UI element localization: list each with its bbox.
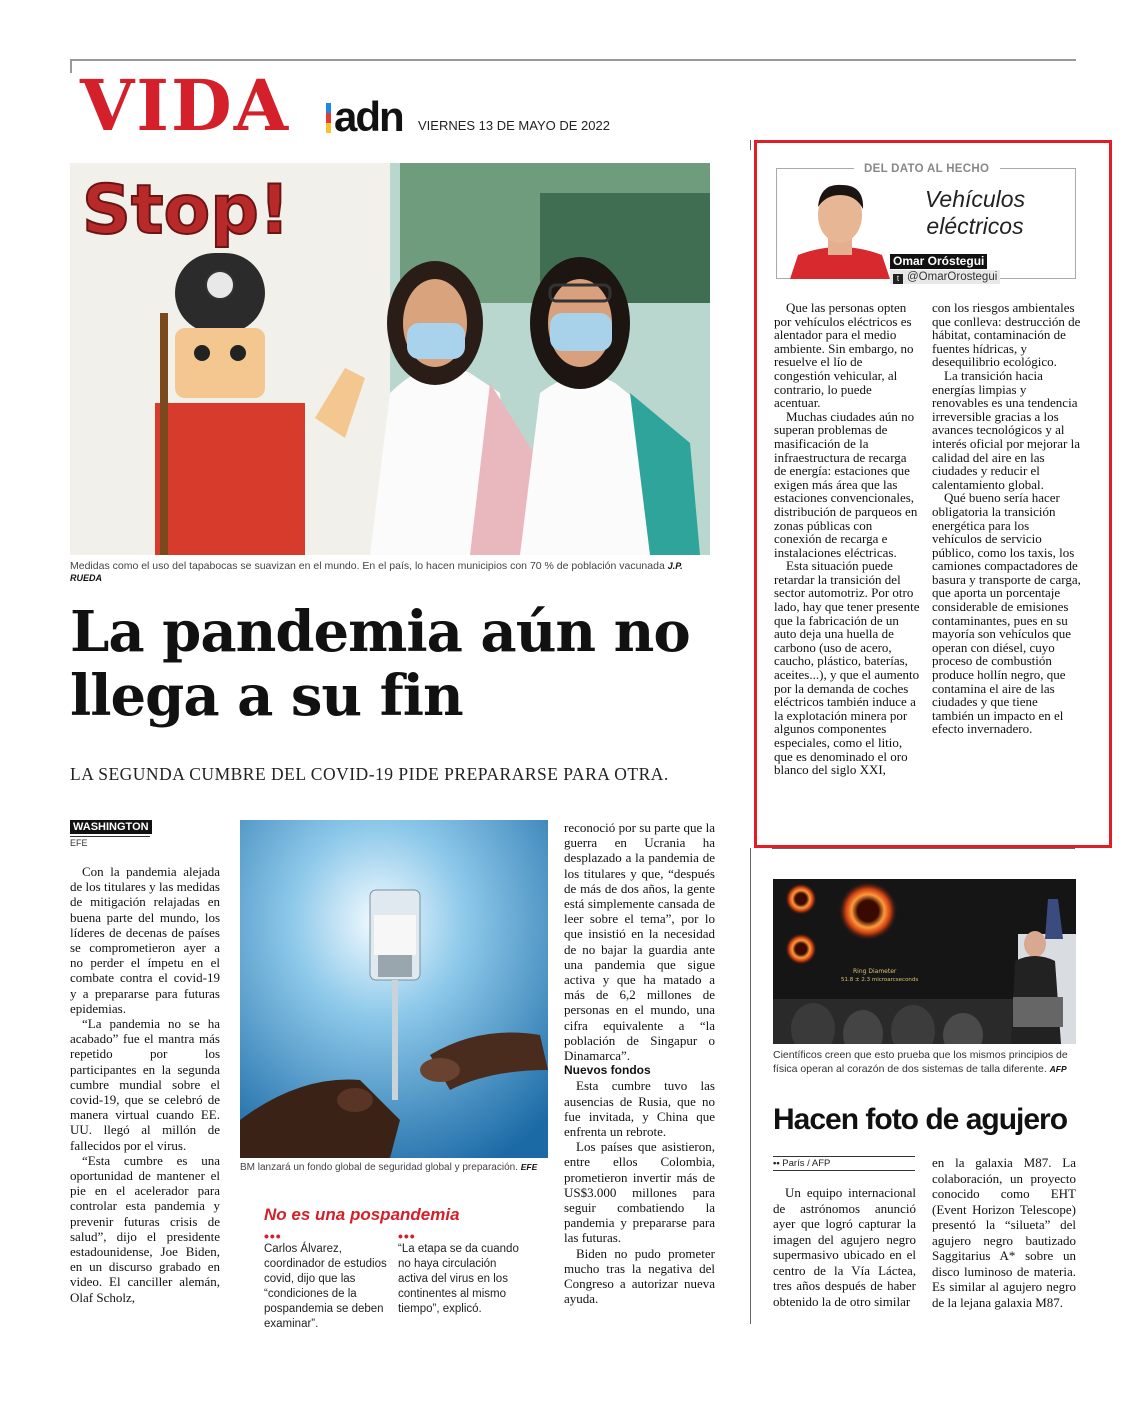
paragraph: “La pandemia no se ha acabado” fue el mantra más repetido por los participantes en la segunda cumbre mundial sobre el covid-19, que se celebró de manera virtual cuando EE. UU. llegó al millón de fallecidos por el virus.	[70, 1016, 220, 1153]
logo-color-bar	[326, 103, 331, 133]
opinion-title: Vehículos eléctricos	[924, 186, 1026, 239]
section-subhead: Nuevos fondos	[564, 1063, 651, 1078]
caption-text: Medidas como el uso del tapabocas se suavizan en el mundo. En el país, lo hacen municipios con 70 % de población vacunada	[70, 560, 665, 572]
black-hole-dateline	[773, 1156, 915, 1171]
quote-2	[398, 1228, 523, 1317]
top-rule-tick	[70, 59, 72, 73]
black-hole-headline: Hacen foto de agujero	[773, 1103, 1068, 1136]
screen-title: Ring Diameter	[853, 968, 897, 975]
article-headline: La pandemia aún no llega a su fin	[70, 599, 690, 729]
caption-text: BM lanzará un fondo global de seguridad global y preparación.	[240, 1162, 518, 1173]
paragraph: en la galaxia M87. La colaboración, un proyecto conocido como EHT (Event Horizon Telescope) presentó la “silueta” del agujero negro bautizado Saggitarius A* sobre un disco luminoso de materia. Es similar al agujero negro de la lejana galaxia M87.	[932, 1155, 1076, 1310]
paragraph: Que las personas opten por vehículos eléctricos es alentador para el medio ambiente. Sin embargo, no resuelve el lío de congestión vehicular, al contrario, lo puede acentuar.	[774, 300, 914, 411]
vaccine-photo	[240, 820, 548, 1158]
dateline-dots: ••	[773, 1158, 780, 1169]
column-divider	[750, 848, 751, 1324]
section-title: VIDA	[80, 64, 291, 147]
paragraph: Qué bueno sería hacer obligatoria la transición energética para los vehículos de servicio público, como los taxis, los camiones compactadores de basura y transporte de carga, que aporta un porcentaje considerable de emisiones contaminantes, pues en su mayoría son vehículos que operan con diésel, cuyo proceso de combustión produce hollín negro, que contamina el aire de las ciudades y que tiene también un impacto en el efecto invernadero.	[932, 490, 1081, 737]
quote-1	[264, 1228, 389, 1332]
handle-text: @OmarOrostegui	[907, 271, 998, 283]
black-hole-column-1	[773, 1185, 916, 1309]
quote-text: Carlos Álvarez, coordinador de estudios covid, dijo que las “condiciones de la pospandemia se deben examinar”.	[264, 1243, 387, 1330]
author-portrait	[790, 177, 890, 279]
article-subhead: LA SEGUNDA CUMBRE DEL COVID-19 PIDE PREPARARSE PARA OTRA.	[70, 764, 669, 784]
column-divider	[750, 140, 751, 150]
paragraph: Los países que asistieron, entre ellos Colombia, prometieron invertir más de US$3.000 millones para seguir combatiendo la pandemia y prepararse para las futuras.	[564, 1139, 715, 1246]
photo-credit: J.P. RUEDA	[70, 561, 683, 583]
twitter-icon: t	[893, 274, 903, 284]
dateline-text: París / AFP	[782, 1158, 831, 1169]
opinion-author: Omar Oróstegui	[890, 254, 987, 269]
paragraph: Un equipo internacional de astrónomos anunció ayer que logró capturar la imagen del agujero negro supermasivo ubicado en el centro de la Vía Láctea, tres años después de haber obtenido la de otro similar	[773, 1185, 916, 1309]
section-rule	[772, 848, 1075, 849]
article-column-3	[564, 820, 715, 1307]
article-column-1	[70, 864, 220, 1305]
issue-date: VIERNES 13 DE MAYO DE 2022	[418, 118, 610, 133]
paragraph: Esta cumbre tuvo las ausencias de Rusia, que no fue invitada, y China que enfrenta un rebrote.	[564, 1078, 715, 1140]
vaccine-photo-caption	[240, 1162, 550, 1173]
frame-line	[1000, 168, 1076, 169]
main-photo	[70, 163, 710, 555]
adn-logo	[326, 93, 403, 140]
main-photo-caption	[70, 560, 710, 584]
black-hole-column-2	[932, 1155, 1076, 1310]
photo-credit: AFP	[1049, 1064, 1067, 1074]
author-handle	[890, 270, 1000, 284]
photo-credit: EFE	[520, 1162, 538, 1172]
article-agency: EFE	[70, 836, 150, 848]
quote-dots-icon: •••	[398, 1228, 416, 1244]
paragraph: Con la pandemia alejada de los titulares y las medidas de mitigación relajadas en buena parte del mundo, los líderes de decenas de países se comprometieron ayer a no perder el ímpetu en el combate contra el covid-19 y a prepararse para futuras epidemias.	[70, 864, 220, 1016]
frame-line	[776, 168, 854, 169]
opinion-column-1	[774, 301, 920, 777]
stop-sign-text: Stop!	[82, 171, 290, 250]
paragraph: reconoció por su parte que la guerra en Ucrania ha desplazado a la pandemia de los titulares y que, “después de más de dos años, la gente está simplemente cansada de leer sobre el tema”, por lo que insistió en la necesidad de no bajar la guardia ante una pandemia que sigue activa y que ha matado a más de 6,2 millones de personas en el mundo, una cifra equivalente a “la población de Singapur o Dinamarca”.	[564, 820, 715, 1064]
paragraph: La transición hacia energías limpias y renovables es una tendencia irreversible gracias a los avances tecnológicos y al interés oficial por mejorar la calidad del aire en las ciudades y reducir el calentamiento global.	[932, 367, 1080, 492]
sidebar-box-title: No es una pospandemia	[264, 1205, 460, 1224]
quote-text: “La etapa se da cuando no haya circulación activa del virus en los continentes al mismo tiempo”, explicó.	[398, 1243, 519, 1315]
black-hole-caption	[773, 1048, 1078, 1076]
quote-dots-icon: •••	[264, 1228, 282, 1244]
paragraph: Muchas ciudades aún no superan problemas de masificación de la infraestructura de recarga de energía: estaciones que exigen más área que las estaciones convencionales, distribución de parqueos en zonas públicas con conexión de recarga e instalaciones eléctricas.	[774, 408, 918, 560]
paragraph: Esta situación puede retardar la transición del sector automotriz. Por otro lado, hay que tener presente que la fabricación de un auto deja una huella de carbono (uso de acero, caucho, plástico, baterías, aceites...), y que el aumento por la demanda de coches eléctricos también induce a la explotación minera por algunos componentes especiales, como el litio, que es denominado el oro blanco del siglo XXI,	[774, 558, 920, 778]
black-hole-photo	[773, 879, 1076, 1044]
caption-text: Científicos creen que esto prueba que los mismos principios de física operan al corazón de dos sistemas de talla diferente.	[773, 1049, 1068, 1075]
paragraph: con los riesgos ambientales que conlleva: destrucción de hábitat, contaminación de fuentes hídricas, y desequilibrio ecológico.	[932, 300, 1081, 370]
opinion-kicker: DEL DATO AL HECHO	[864, 163, 990, 175]
paragraph: “Esta cumbre es una oportunidad de mantener el pie en el acelerador para controlar esta pandemia y prevenir futuras crisis de salud”, dijo el presidente estadounidense, Joe Biden, en un discurso grabado en video. El canciller alemán, Olaf Scholz,	[70, 1152, 220, 1305]
article-dateline: WASHINGTON	[70, 820, 152, 834]
top-rule	[70, 59, 1076, 61]
logo-text: adn	[334, 93, 403, 140]
screen-value: 51.8 ± 2.3 microarcseconds	[841, 977, 919, 983]
paragraph: Biden no pudo prometer mucho tras la negativa del Congreso a autorizar nueva ayuda.	[564, 1245, 715, 1307]
opinion-column-2	[932, 301, 1082, 736]
